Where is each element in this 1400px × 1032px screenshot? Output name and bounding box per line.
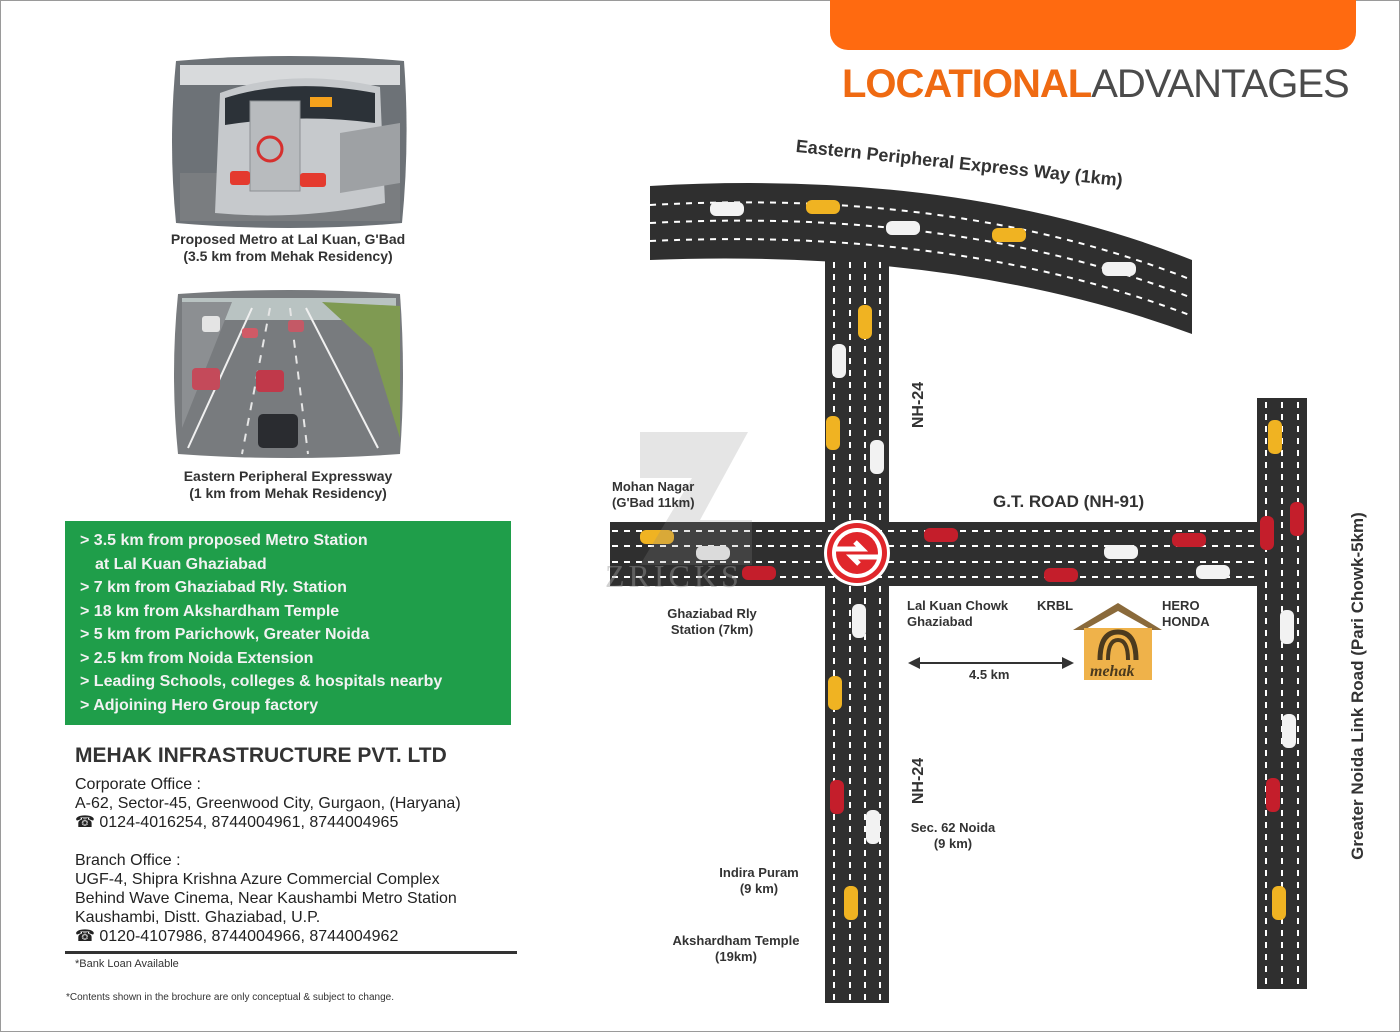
car-icon [1172, 533, 1206, 547]
car-icon [828, 676, 842, 710]
car-icon [1282, 714, 1296, 748]
ghaziabad-rly-label: Ghaziabad Rly Station (7km) [667, 606, 757, 637]
car-icon [866, 810, 880, 844]
nh24-label-top: NH-24 [910, 381, 928, 429]
car-icon [844, 886, 858, 920]
disclaimer: *Contents shown in the brochure are only conceptual & subject to change. [66, 992, 394, 1003]
lal-kuan-chowk-label: Lal Kuan Chowk Ghaziabad [907, 598, 1009, 629]
nh24-label-bottom: NH-24 [910, 757, 928, 805]
branch-office-line-2: Behind Wave Cinema, Near Kaushambi Metro Station [75, 890, 457, 907]
advantage-item: > 18 km from Akshardham Temple [80, 602, 340, 620]
mehak-logo-text: mehak [1090, 663, 1135, 680]
advantage-item: > Adjoining Hero Group factory [80, 696, 319, 714]
expressway-caption-line-2: (1 km from Mehak Residency) [189, 485, 387, 501]
car-icon [830, 780, 844, 814]
indira-puram-label: Indira Puram (9 km) [719, 865, 799, 896]
advantage-item: > 7 km from Ghaziabad Rly. Station [80, 579, 347, 596]
watermark-text: ZRICKS [605, 558, 743, 594]
corporate-office-title: Corporate Office : [75, 776, 201, 793]
mohan-nagar-label: Mohan Nagar (G'Bad 11km) [612, 479, 695, 510]
car-icon [742, 566, 776, 580]
advantage-item: > 2.5 km from Noida Extension [80, 649, 314, 667]
car-icon [832, 344, 846, 378]
car-icon [1280, 610, 1294, 644]
distance-label: 4.5 km [969, 667, 1010, 682]
krbl-label: KRBL [1037, 598, 1074, 613]
car-icon [1266, 778, 1280, 812]
car-icon [870, 440, 884, 474]
gt-road-label: G.T. ROAD (NH-91) [993, 492, 1145, 511]
car-icon [826, 416, 840, 450]
car-icon [1102, 262, 1136, 276]
car-icon [1272, 886, 1286, 920]
car-icon [1044, 568, 1078, 582]
car-icon [1290, 502, 1304, 536]
hero-honda-label: HERO HONDA [1162, 598, 1210, 629]
corporate-office-phone: ☎ 0124-4016254, 8744004961, 8744004965 [75, 814, 399, 831]
company-name: MEHAK INFRASTRUCTURE PVT. LTD [75, 744, 447, 767]
branch-office-phone: ☎ 0120-4107986, 8744004966, 8744004962 [75, 928, 399, 945]
expressway-caption-line-1: Eastern Peripheral Expressway [183, 468, 393, 484]
expressway-label: Eastern Peripheral Express Way (1km) [794, 136, 1124, 191]
metro-caption-line-2: (3.5 km from Mehak Residency) [183, 248, 393, 264]
car-icon [806, 200, 840, 214]
advantage-item: > 3.5 km from proposed Metro Station at Lal Kuan Ghaziabad [80, 532, 368, 573]
car-icon [1268, 420, 1282, 454]
title-part-1: LOCATIONAL [842, 62, 1092, 106]
branch-office-line-1: UGF-4, Shipra Krishna Azure Commercial Complex [75, 871, 440, 888]
car-icon [924, 528, 958, 542]
branch-office-title: Branch Office : [75, 852, 181, 869]
car-icon [852, 604, 866, 638]
car-icon [992, 228, 1026, 242]
car-icon [1104, 545, 1138, 559]
corporate-office-address: A-62, Sector-45, Greenwood City, Gurgaon, (Haryana) [75, 795, 461, 812]
car-icon [1260, 516, 1274, 550]
car-icon [1196, 565, 1230, 579]
advantage-item: > Leading Schools, colleges & hospitals nearby [80, 673, 443, 690]
metro-station-icon [824, 520, 890, 586]
car-icon [858, 305, 872, 339]
link-road-label: Greater Noida Link Road (Pari Chowk-5km) [1347, 512, 1367, 860]
sec62-label: Sec. 62 Noida (9 km) [910, 820, 996, 851]
car-icon [710, 202, 744, 216]
bank-loan-note: *Bank Loan Available [75, 958, 179, 970]
title-part-2: ADVANTAGES [1091, 62, 1349, 106]
advantage-item: > 5 km from Parichowk, Greater Noida [80, 626, 370, 643]
metro-caption-line-1: Proposed Metro at Lal Kuan, G'Bad [170, 231, 406, 247]
car-icon [886, 221, 920, 235]
branch-office-line-3: Kaushambi, Distt. Ghaziabad, U.P. [75, 909, 321, 926]
akshardham-label: Akshardham Temple (19km) [672, 933, 800, 964]
